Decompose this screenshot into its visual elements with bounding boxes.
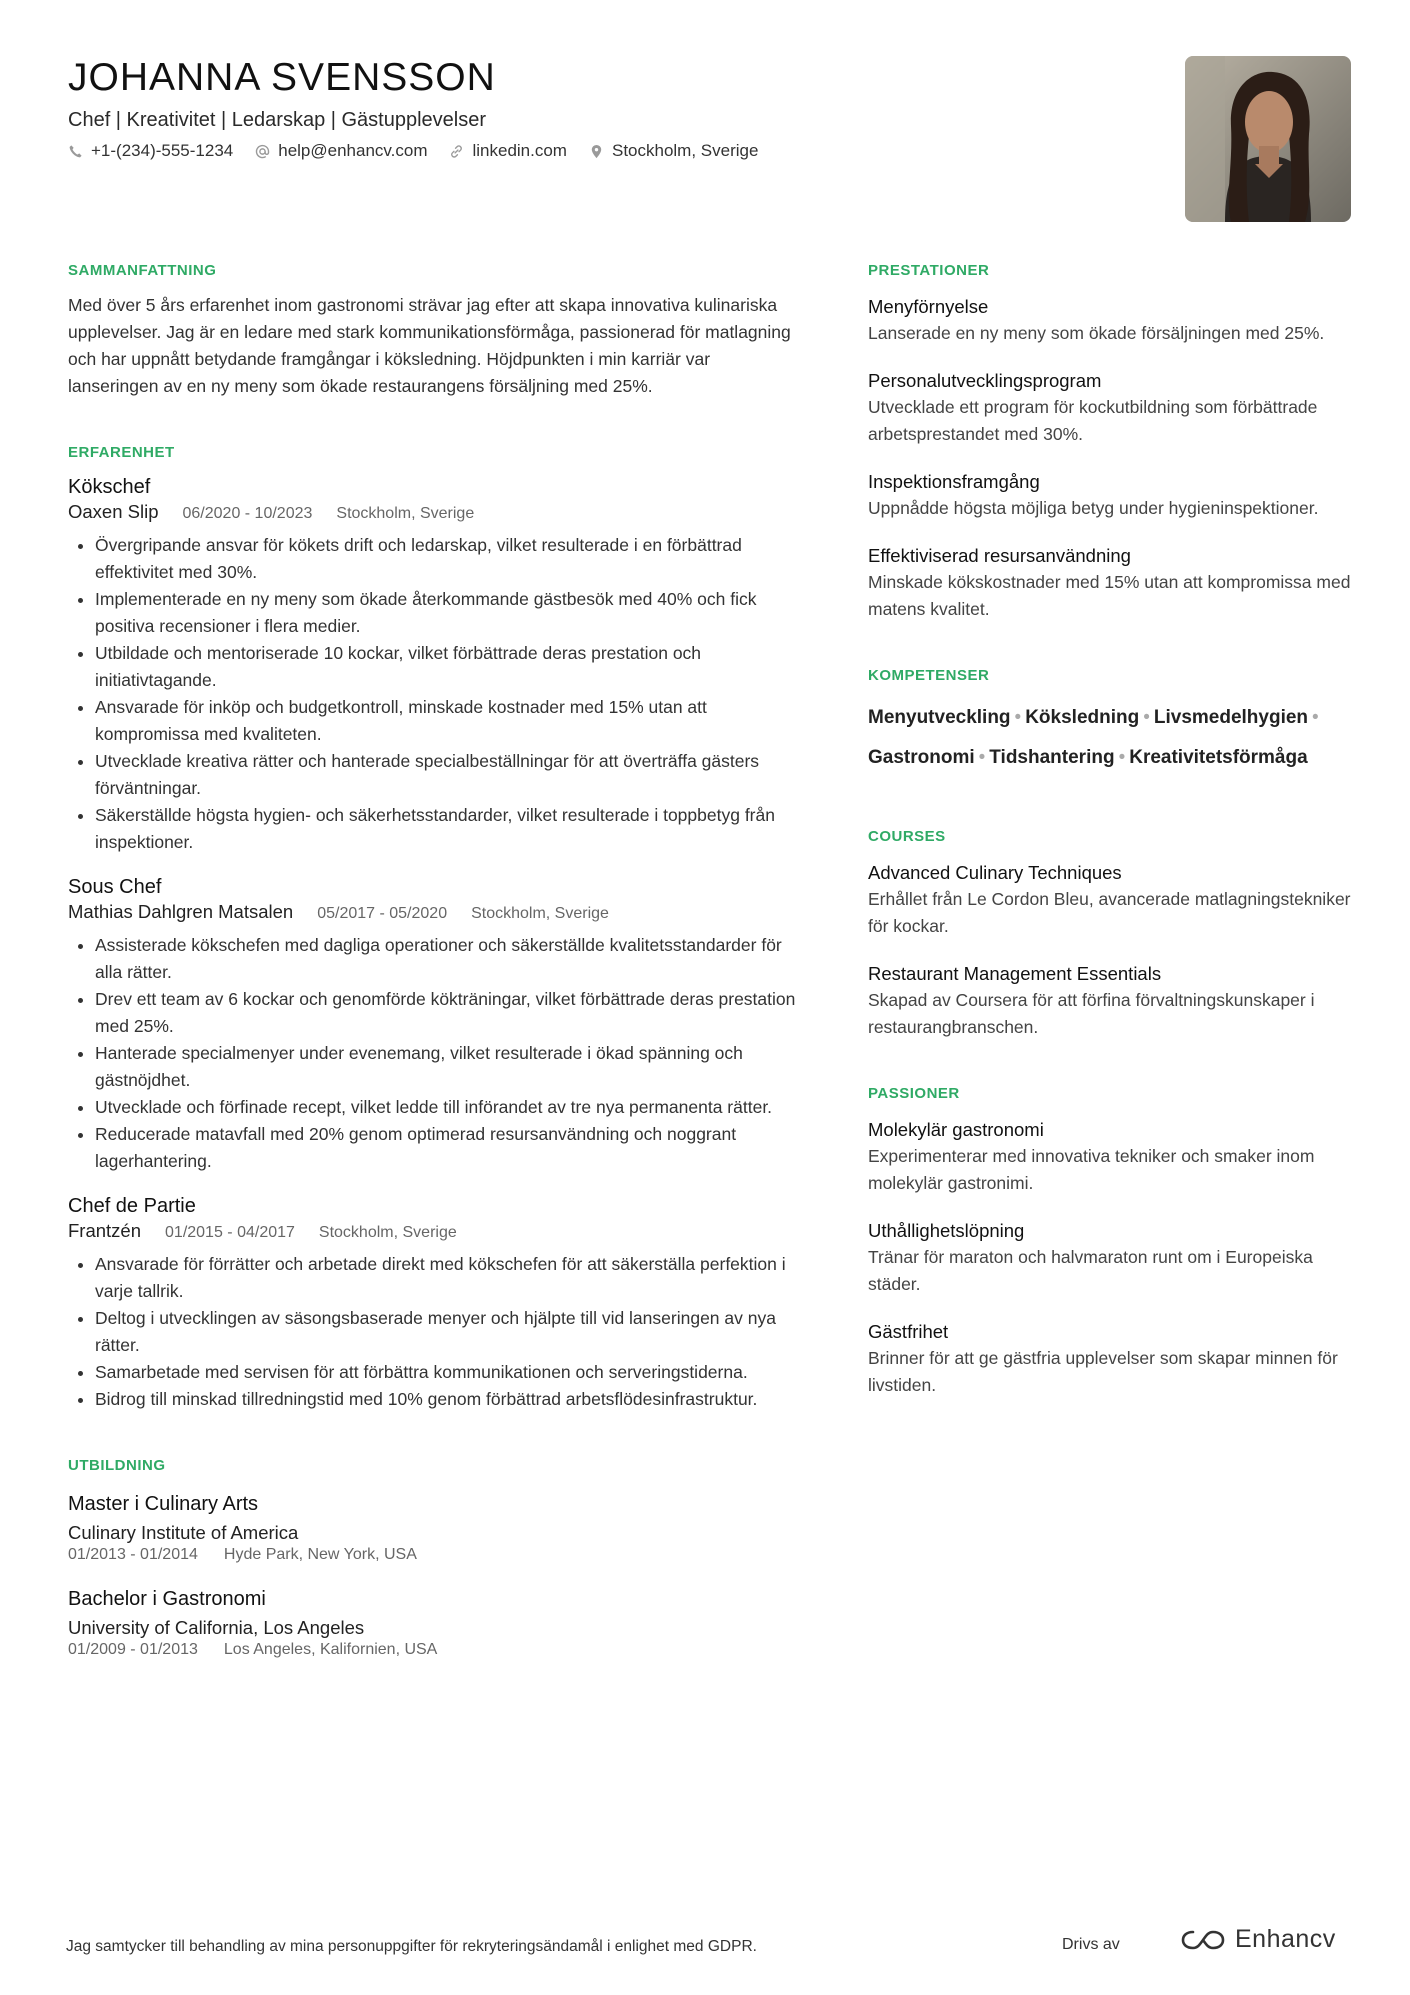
passion-item [868, 1217, 1358, 1298]
job-bullet: • Ansvarade för inköp och budgetkontroll, minskade kostnader med 15% utan att kompromissa med kvaliteten. [95, 694, 798, 748]
job-bullet: • Assisterade kökschefen med dagliga operationer och säkerställde kvalitetsstandarder för alla rätter. [95, 932, 798, 986]
education-dates: 01/2009 - 01/2013 [68, 1641, 198, 1658]
achievements-section [868, 262, 1358, 623]
location-text: Stockholm, Sverige [611, 141, 759, 160]
summary-heading: SAMMANFATTNING [68, 262, 217, 279]
link-icon [449, 144, 464, 159]
job-company: Frantzén [68, 1220, 142, 1241]
skill-tag: Livsmedelhygien [1153, 707, 1309, 728]
achievement-item [868, 367, 1358, 448]
passion-item [868, 1116, 1358, 1197]
passion-desc: Experimenterar med innovativa tekniker och smaker inom molekylär gastronimi. [868, 1146, 1315, 1193]
job-dates: 01/2015 - 04/2017 [165, 1224, 295, 1241]
education-entry [68, 1585, 798, 1660]
job-bullet: • Övergripande ansvar för kökets drift och ledarskap, vilket resulterade i en förbättrad effektivitet med 30%. [95, 532, 798, 586]
job-bullet: • Bidrog till minskad tillredningstid med 10% genom förbättrad arbetsflödesinfrastruktur. [95, 1386, 798, 1413]
phone-icon [68, 144, 83, 159]
job-bullets [68, 932, 798, 1175]
phone-text: +1-(234)-555-1234 [91, 141, 234, 160]
contact-bar [68, 141, 758, 161]
job-bullets [68, 1251, 798, 1413]
achievement-desc: Uppnådde högsta möjliga betyg under hygieninspektioner. [868, 498, 1319, 518]
job-entry [68, 874, 798, 1175]
experience-section [68, 444, 798, 1413]
achievement-title: Personalutvecklingsprogram [868, 370, 1102, 391]
passion-title: Uthållighetslöpning [868, 1220, 1025, 1241]
courses-heading: COURSES [868, 828, 946, 845]
job-dates: 05/2017 - 05/2020 [317, 905, 448, 922]
gdpr-consent-text: Jag samtycker till behandling av mina personuppgifter för rekryteringsändamål i enlighet med GDPR. [66, 1938, 757, 1955]
achievement-desc: Lanserade en ny meny som ökade försäljningen med 25%. [868, 323, 1325, 343]
job-meta [68, 500, 798, 526]
contact-phone[interactable] [68, 141, 233, 161]
passion-item [868, 1318, 1358, 1399]
job-bullet: • Utvecklade kreativa rätter och hanterade specialbeställningar för att överträffa gästers förväntningar. [95, 748, 798, 802]
website-text: linkedin.com [472, 141, 567, 160]
passion-desc: Tränar för maraton och halvmaraton runt om i Europeiska städer. [868, 1247, 1313, 1294]
job-bullet: • Utbildade och mentoriserade 10 kockar, vilket förbättrade deras prestation och initiativtagande. [95, 640, 798, 694]
candidate-name: JOHANNA SVENSSON [68, 56, 496, 99]
job-bullet: • Reducerade matavfall med 20% genom optimerad resursanvändning och noggrant lagerhantering. [95, 1121, 798, 1175]
education-school: University of California, Los Angeles [68, 1617, 365, 1638]
job-title: Kökschef [68, 476, 151, 498]
course-desc: Erhållet från Le Cordon Bleu, avancerade matlagningstekniker för kockar. [868, 889, 1351, 936]
achievement-title: Menyförnyelse [868, 296, 989, 317]
skills-section [868, 667, 1358, 778]
education-location: Hyde Park, New York, USA [223, 1546, 417, 1563]
location-pin-icon [589, 144, 604, 159]
job-bullets [68, 532, 798, 856]
achievement-item [868, 468, 1358, 522]
education-heading: UTBILDNING [68, 1457, 166, 1474]
education-degree: Master i Culinary Arts [68, 1493, 259, 1515]
contact-website[interactable] [449, 141, 567, 161]
achievement-title: Inspektionsframgång [868, 471, 1040, 492]
job-entry [68, 1193, 798, 1413]
job-company: Mathias Dahlgren Matsalen [68, 901, 294, 922]
job-bullet: • Implementerade en ny meny som ökade återkommande gästbesök med 40% och fick positiva recensioner i flera medier. [95, 586, 798, 640]
contact-location [589, 141, 758, 161]
achievement-item [868, 293, 1358, 347]
enhancv-logo-text: Enhancv [1235, 1925, 1336, 1953]
job-meta [68, 1219, 798, 1245]
achievements-heading: PRESTATIONER [868, 262, 990, 279]
education-degree: Bachelor i Gastronomi [68, 1588, 266, 1610]
achievement-desc: Utvecklade ett program för kockutbildning som förbättrade arbetsprestandet med 30%. [868, 397, 1318, 444]
skill-tag: Kreativitetsförmåga [1129, 747, 1308, 768]
candidate-tagline: Chef | Kreativitet | Ledarskap | Gästupplevelser [68, 109, 487, 131]
separator-dot: • [1143, 707, 1150, 728]
email-text: help@enhancv.com [278, 141, 428, 160]
contact-email[interactable] [255, 141, 427, 161]
education-meta [68, 1640, 798, 1660]
education-entry [68, 1490, 798, 1565]
separator-dot: • [1312, 707, 1319, 728]
education-location: Los Angeles, Kalifornien, USA [223, 1641, 438, 1658]
job-meta [68, 900, 798, 926]
profile-photo [1185, 56, 1351, 222]
skill-tag: Gastronomi [868, 747, 975, 768]
course-item [868, 960, 1358, 1041]
education-school: Culinary Institute of America [68, 1522, 299, 1543]
achievement-item [868, 542, 1358, 623]
course-item [868, 859, 1358, 940]
job-company: Oaxen Slip [68, 501, 159, 522]
passion-title: Gästfrihet [868, 1321, 949, 1342]
passion-title: Molekylär gastronomi [868, 1119, 1044, 1140]
job-bullet: • Säkerställde högsta hygien- och säkerhetsstandarder, vilket resulterade i toppbetyg från inspektioner. [95, 802, 798, 856]
education-dates: 01/2013 - 01/2014 [68, 1546, 198, 1563]
job-location: Stockholm, Sverige [318, 1224, 457, 1241]
achievement-title: Effektiviserad resursanvändning [868, 545, 1131, 566]
courses-section [868, 828, 1358, 1041]
job-title: Sous Chef [68, 876, 162, 898]
job-bullet: • Drev ett team av 6 kockar och genomförde kökträningar, vilket förbättrade deras prestation med 25%. [95, 986, 798, 1040]
job-location: Stockholm, Sverige [471, 905, 609, 922]
skill-tag: Köksledning [1025, 707, 1140, 728]
job-bullet: • Utvecklade och förfinade recept, vilket ledde till införandet av tre nya permanenta rätter. [95, 1094, 798, 1121]
separator-dot: • [1118, 747, 1126, 768]
enhancv-logo[interactable] [1181, 1925, 1336, 1954]
at-icon [255, 144, 270, 159]
powered-by-label: Drivs av [1062, 1936, 1120, 1953]
job-bullet: • Hanterade specialmenyer under evenemang, vilket resulterade i ökad spänning och gästnöjdhet. [95, 1040, 798, 1094]
education-section [68, 1457, 798, 1660]
right-column [868, 262, 1358, 1399]
separator-dot: • [978, 747, 986, 768]
left-column [68, 262, 798, 1660]
job-bullet: • Deltog i utvecklingen av säsongsbaserade menyer och hjälpte till vid lanseringen av nya rätter. [95, 1305, 798, 1359]
skills-heading: KOMPETENSER [868, 667, 990, 684]
enhancv-logo-icon [1181, 1928, 1225, 1952]
course-title: Restaurant Management Essentials [868, 963, 1162, 984]
summary-section [68, 262, 798, 400]
passions-heading: PASSIONER [868, 1085, 960, 1102]
course-title: Advanced Culinary Techniques [868, 862, 1122, 883]
job-bullet: • Ansvarade för förrätter och arbetade direkt med kökschefen för att säkerställa perfektion i varje tallrik. [95, 1251, 798, 1305]
course-desc: Skapad av Coursera för att förfina förvaltningskunskaper i restaurangbranschen. [868, 990, 1315, 1037]
achievement-desc: Minskade kökskostnader med 15% utan att kompromissa med matens kvalitet. [868, 572, 1351, 619]
job-bullet: • Samarbetade med servisen för att förbättra kommunikationen och serveringstiderna. [95, 1359, 798, 1386]
passion-desc: Brinner för att ge gästfria upplevelser som skapar minnen för livstiden. [868, 1348, 1338, 1395]
job-title: Chef de Partie [68, 1195, 196, 1217]
experience-heading: ERFARENHET [68, 444, 175, 461]
job-location: Stockholm, Sverige [336, 505, 475, 522]
summary-text: Med över 5 års erfarenhet inom gastronomi strävar jag efter att skapa innovativa kulinariska upplevelser. Jag är en ledare med stark kommunikationsförmåga, passionerad för matlagning och har uppnått betydande framgångar i köksledning. Höjdpunkten i min karriär var lanseringen av en ny meny som ökade restaurangens försäljning med 25%. [68, 295, 791, 396]
job-dates: 06/2020 - 10/2023 [182, 505, 313, 522]
education-meta [68, 1545, 798, 1565]
skill-tag: Tidshantering [989, 747, 1115, 768]
separator-dot: • [1014, 707, 1022, 728]
job-entry [68, 474, 798, 856]
passions-section [868, 1085, 1358, 1399]
skill-tag: Menyutveckling [868, 707, 1011, 728]
skills-list [868, 698, 1358, 778]
